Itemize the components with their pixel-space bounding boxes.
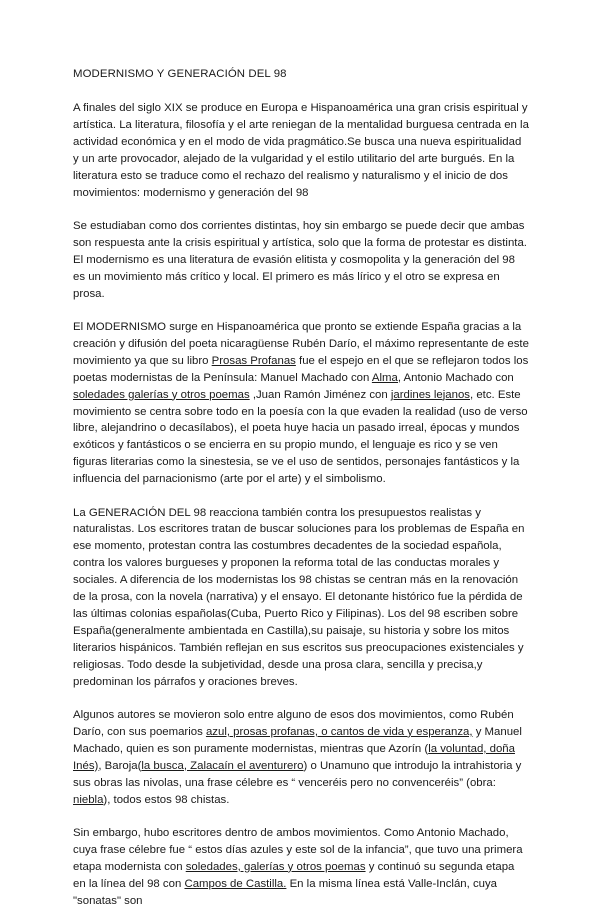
paragraph-modernismo [73,319,530,488]
text-run: y continuó su segunda etapa en la línea del 98 con [73,860,515,890]
underlined-title-niebla: niebla [73,793,104,806]
underlined-title-campos-de-castilla: Campos de Castilla. [184,877,287,890]
document-title: MODERNISMO Y GENERACIÓN DEL 98 [73,68,287,80]
text-run: Antonio Machado con [401,371,514,384]
text-run: ), todos estos 98 chistas. [103,793,230,806]
underlined-title-soledades-galerias: soledades, galerías y otros poemas [185,860,366,873]
paragraph-intro: A finales del siglo XIX se produce en Europa e Hispanoamérica una gran crisis espiritual y artística. La literatura, filosofía y el arte reniegan de la mentalidad burguesa centrada en la actividad económica y en el modo de vida pragmático.Se busca una nueva espiritualidad y un arte provocador, alejado de la vulgaridad y el estilo utilitario del arte burgués. En la literatura esto se traduce como el rechazo del realismo y naturalismo y el inicio de dos movimientos: modernismo y generación del 98 [73,102,529,199]
underlined-title-dario-works: azul, prosas profanas, o cantos de vida y esperanza, [205,725,473,738]
text-run: ,Juan Ramón Jiménez con [249,388,391,401]
paragraph-authors [73,707,530,808]
underlined-title-alma: Alma, [371,371,402,384]
underlined-title-soledades: soledades galerías y otros poemas [73,388,250,401]
paragraph-both-movements [73,825,530,909]
underlined-title-jardines-lejanos: jardines lejanos [390,388,470,401]
paragraph-generacion-98: La GENERACIÓN DEL 98 reacciona también contra los presupuestos realistas y naturalistas. Los escritores tratan de buscar soluciones para los problemas de España en ese momento, protestan contra las costumbres decadentes de la sociedad española, contra los valores burgueses y proponen la reforma total de las conductas morales y sociales. A diferencia de los modernistas los 98 chistas se centran más en la renovación de la prosa, con la novela (narrativa) y el ensayo. El detonante histórico fue la pérdida de las últimas colonias españolas(Cuba, Puerto Rico y Filipinas). Los del 98 escriben sobre España(generalmente ambientada en Castilla),su paisaje, su historia y sobre los mitos literarios hispánicos. También reflejan en sus escritos sus preocupaciones existenciales y religiosas. Todo desde la subjetividad, desde una prosa clara, sencilla y precisa,y predominan los párrafos y oraciones breves. [73,506,525,688]
text-run: Algunos autores se movieron solo entre alguno de esos dos movimientos, como Rubén Darío, con sus poemarios [73,709,514,738]
text-run: , etc. Este movimiento se centra sobre todo en la poesía con la que evaden la realidad (uso de verso libre, alejandrino o decasílabos), el poeta huye hacia un pasado irreal, épocas y mundos exóticos y fantásticos o se encierra en su propio mundo, el lenguaje es rico y se ven figuras literarias como la sinestesia, se ve el uso de sentidos, personajes fantásticos y la influencia del parnacionismo (arte por el arte) y el simbolismo. [73,388,528,486]
paragraph-comparison: Se estudiaban como dos corrientes distintas, hoy sin embargo se puede decir que ambas son respuesta ante la crisis espiritual y artística, solo que la forma de protestar es distinta. El modernismo es una literatura de evasión elitista y cosmopolita y la generación del 98 es un movimiento más crítico y local. El primero es más lírico y el otro se expresa en prosa. [73,219,527,300]
text-run: Sin embargo, hubo escritores dentro de ambos movimientos. Como Antonio Machado, cuya frase célebre fue “ estos días azules y este sol de la infancia”, que tuvo una primera etapa modernista con [73,826,523,873]
text-run: fue el espejo en el que se reflejaron todos los poetas modernistas de la Península: Manuel Machado con [73,354,529,384]
underlined-title-baroja-works: la busca, Zalacaín el aventurero [141,759,304,772]
underlined-title-azorin-works: la voluntad, doña Inés), [73,742,515,772]
text-run: y Manuel Machado, quien es son puramente modernistas, mientras que Azorín ( [73,725,522,755]
underlined-title-prosas-profanas: Prosas Profanas [211,354,296,367]
text-run: En la misma línea está Valle-Inclán, cuya "sonatas" son [73,877,498,907]
text-run: ) o Unamuno que introdujo la intrahistoria y sus obras las nivolas, una frase célebre es “ venceréis pero no convenceréis” (obra: [73,759,522,789]
text-run: Baroja( [101,759,142,772]
text-run: El MODERNISMO surge en Hispanoamérica que pronto se extiende España gracias a la creación y difusión del poeta nicaragüense Rubén Darío, el máximo representante de este movimiento ya que su libro [73,320,529,367]
